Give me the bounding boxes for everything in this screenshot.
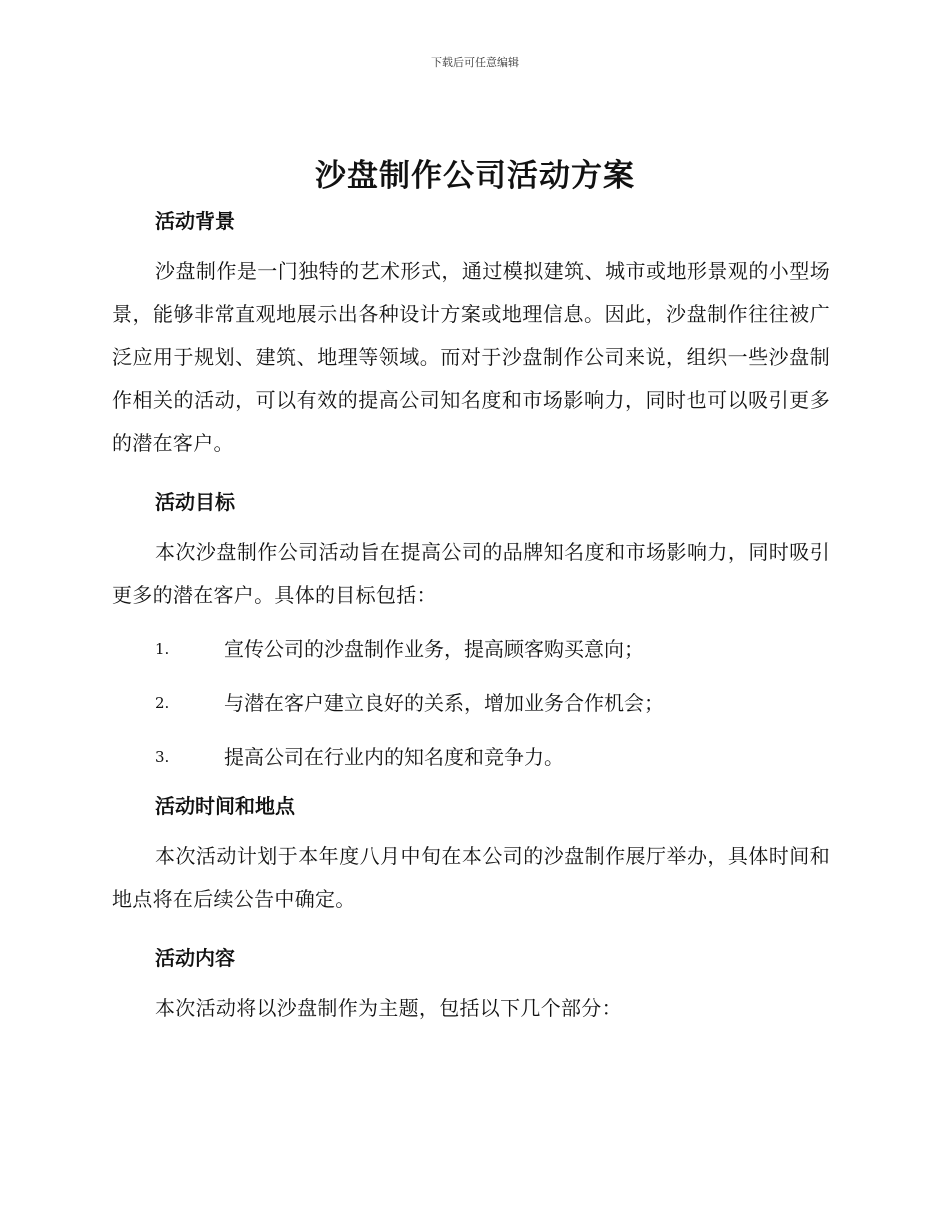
list-text: 提高公司在行业内的知名度和竞争力。 bbox=[224, 745, 564, 769]
list-item bbox=[112, 736, 830, 779]
list-text: 与潜在客户建立良好的关系，增加业务合作机会； bbox=[224, 691, 664, 715]
paragraph-goals: 本次沙盘制作公司活动旨在提高公司的品牌知名度和市场影响力，同时吸引更多的潜在客户。具体的目标包括： bbox=[112, 540, 830, 607]
header-note: 下载后可任意编辑 bbox=[431, 56, 519, 69]
section-heading-content: 活动内容 bbox=[155, 946, 235, 970]
paragraph-background: 沙盘制作是一门独特的艺术形式，通过模拟建筑、城市或地形景观的小型场景，能够非常直观地展示出各种设计方案或地理信息。因此，沙盘制作往往被广泛应用于规划、建筑、地理等领域。而对于沙盘制作公司来说，组织一些沙盘制作相关的活动，可以有效的提高公司知名度和市场影响力，同时也可以吸引更多的潜在客户。 bbox=[112, 259, 830, 455]
section-heading-time-place: 活动时间和地点 bbox=[155, 794, 295, 818]
list-number: 2. bbox=[155, 694, 170, 712]
list-text: 宣传公司的沙盘制作业务，提高顾客购买意向； bbox=[224, 637, 644, 661]
paragraph-content: 本次活动将以沙盘制作为主题，包括以下几个部分： bbox=[155, 996, 622, 1020]
document-body bbox=[112, 200, 830, 1030]
list-number: 3. bbox=[155, 748, 170, 766]
list-item bbox=[112, 682, 830, 725]
section-heading-goals: 活动目标 bbox=[155, 490, 235, 514]
list-item bbox=[112, 628, 830, 671]
paragraph-time-place: 本次活动计划于本年度八月中旬在本公司的沙盘制作展厅举办，具体时间和地点将在后续公告中确定。 bbox=[112, 844, 830, 911]
section-heading-background: 活动背景 bbox=[155, 209, 235, 233]
document-title: 沙盘制作公司活动方案 bbox=[315, 158, 635, 194]
list-number: 1. bbox=[155, 640, 170, 658]
